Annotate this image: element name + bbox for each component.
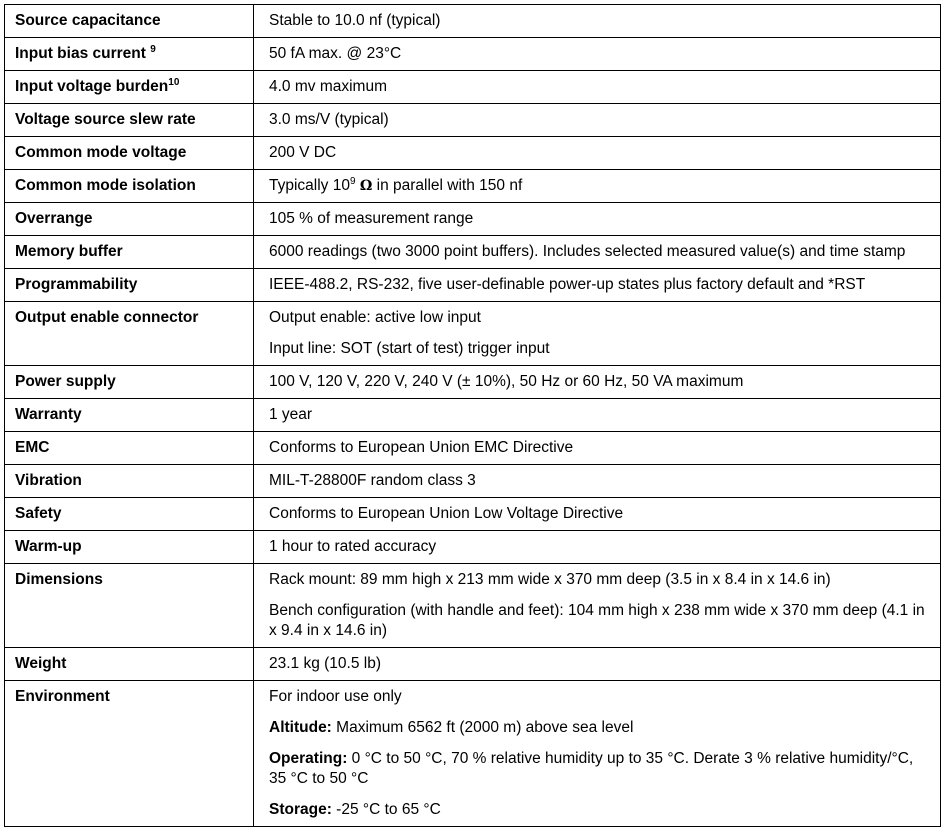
- row-label: Output enable connector: [5, 302, 254, 366]
- table-row: [5, 104, 941, 137]
- row-label: Programmability: [5, 269, 254, 302]
- row-label: Power supply: [5, 366, 254, 399]
- value-line: Bench configuration (with handle and feet): 104 mm high x 238 mm wide x 370 mm deep (4.1 in x 9.4 in x 14.6 in): [269, 602, 925, 639]
- row-label: Warranty: [5, 399, 254, 432]
- value-line: Input line: SOT (start of test) trigger input: [269, 340, 550, 357]
- row-label: Safety: [5, 498, 254, 531]
- table-row: [5, 681, 941, 827]
- row-label: EMC: [5, 432, 254, 465]
- table-row: [5, 564, 941, 648]
- row-value: 200 V DC: [254, 137, 941, 170]
- table-row: [5, 5, 941, 38]
- row-value: 1 year: [254, 399, 941, 432]
- row-value: [254, 564, 941, 648]
- specifications-table: [4, 4, 941, 827]
- row-value: 50 fA max. @ 23°C: [254, 38, 941, 71]
- row-value: Conforms to European Union EMC Directive: [254, 432, 941, 465]
- row-value: 4.0 mv maximum: [254, 71, 941, 104]
- value-line: [269, 749, 932, 789]
- row-value: Stable to 10.0 nf (typical): [254, 5, 941, 38]
- value-line: [269, 718, 932, 738]
- exponent: 9: [349, 176, 356, 187]
- row-label: [5, 71, 254, 104]
- row-label: Environment: [5, 681, 254, 827]
- row-label: Weight: [5, 648, 254, 681]
- row-label: Vibration: [5, 465, 254, 498]
- item-text: -25 °C to 65 °C: [331, 801, 441, 818]
- row-value: 1 hour to rated accuracy: [254, 531, 941, 564]
- value-line: Output enable: active low input: [269, 309, 481, 326]
- label-text: Input bias current: [15, 45, 146, 62]
- value-text: in parallel with 150 nf: [372, 177, 523, 194]
- row-value: Conforms to European Union Low Voltage Directive: [254, 498, 941, 531]
- value-line: For indoor use only: [269, 688, 402, 705]
- table-row: [5, 203, 941, 236]
- row-value: 105 % of measurement range: [254, 203, 941, 236]
- item-key: Operating:: [269, 750, 348, 767]
- table-row: [5, 170, 941, 203]
- row-label: Source capacitance: [5, 5, 254, 38]
- row-label: Common mode voltage: [5, 137, 254, 170]
- row-label: Overrange: [5, 203, 254, 236]
- row-value: [254, 170, 941, 203]
- row-value: 3.0 ms/V (typical): [254, 104, 941, 137]
- table-row: [5, 648, 941, 681]
- row-value: 6000 readings (two 3000 point buffers). Includes selected measured value(s) and time stamp: [254, 236, 941, 269]
- row-value: [254, 302, 941, 366]
- row-value: IEEE-488.2, RS-232, five user-definable power-up states plus factory default and *RST: [254, 269, 941, 302]
- footnote-marker: 9: [150, 44, 156, 55]
- table-row: [5, 137, 941, 170]
- table-row: [5, 531, 941, 564]
- row-value: MIL-T-28800F random class 3: [254, 465, 941, 498]
- row-value: [254, 681, 941, 827]
- table-row: [5, 498, 941, 531]
- table-row: [5, 465, 941, 498]
- table-row: [5, 399, 941, 432]
- item-text: 0 °C to 50 °C, 70 % relative humidity up to 35 °C. Derate 3 % relative humidity/°C, 35 °C to 50 °C: [269, 750, 914, 787]
- ohm-symbol: Ω: [359, 178, 373, 194]
- table-row: [5, 236, 941, 269]
- item-text: Maximum 6562 ft (2000 m) above sea level: [331, 719, 634, 736]
- row-label: Voltage source slew rate: [5, 104, 254, 137]
- table-row: [5, 71, 941, 104]
- value-text: Typically 10: [269, 177, 350, 194]
- table-row: [5, 302, 941, 366]
- item-key: Storage:: [269, 801, 332, 818]
- value-line: [269, 800, 932, 820]
- row-label: [5, 38, 254, 71]
- item-key: Altitude:: [269, 719, 332, 736]
- row-label: Common mode isolation: [5, 170, 254, 203]
- value-line: Rack mount: 89 mm high x 213 mm wide x 370 mm deep (3.5 in x 8.4 in x 14.6 in): [269, 571, 831, 588]
- row-value: 100 V, 120 V, 220 V, 240 V (± 10%), 50 Hz or 60 Hz, 50 VA maximum: [254, 366, 941, 399]
- row-label: Memory buffer: [5, 236, 254, 269]
- label-text: Input voltage burden: [15, 78, 169, 95]
- table-row: [5, 366, 941, 399]
- row-label: Dimensions: [5, 564, 254, 648]
- table-row: [5, 269, 941, 302]
- row-value: 23.1 kg (10.5 lb): [254, 648, 941, 681]
- row-label: Warm-up: [5, 531, 254, 564]
- table-row: [5, 432, 941, 465]
- footnote-marker: 10: [168, 77, 180, 88]
- table-row: [5, 38, 941, 71]
